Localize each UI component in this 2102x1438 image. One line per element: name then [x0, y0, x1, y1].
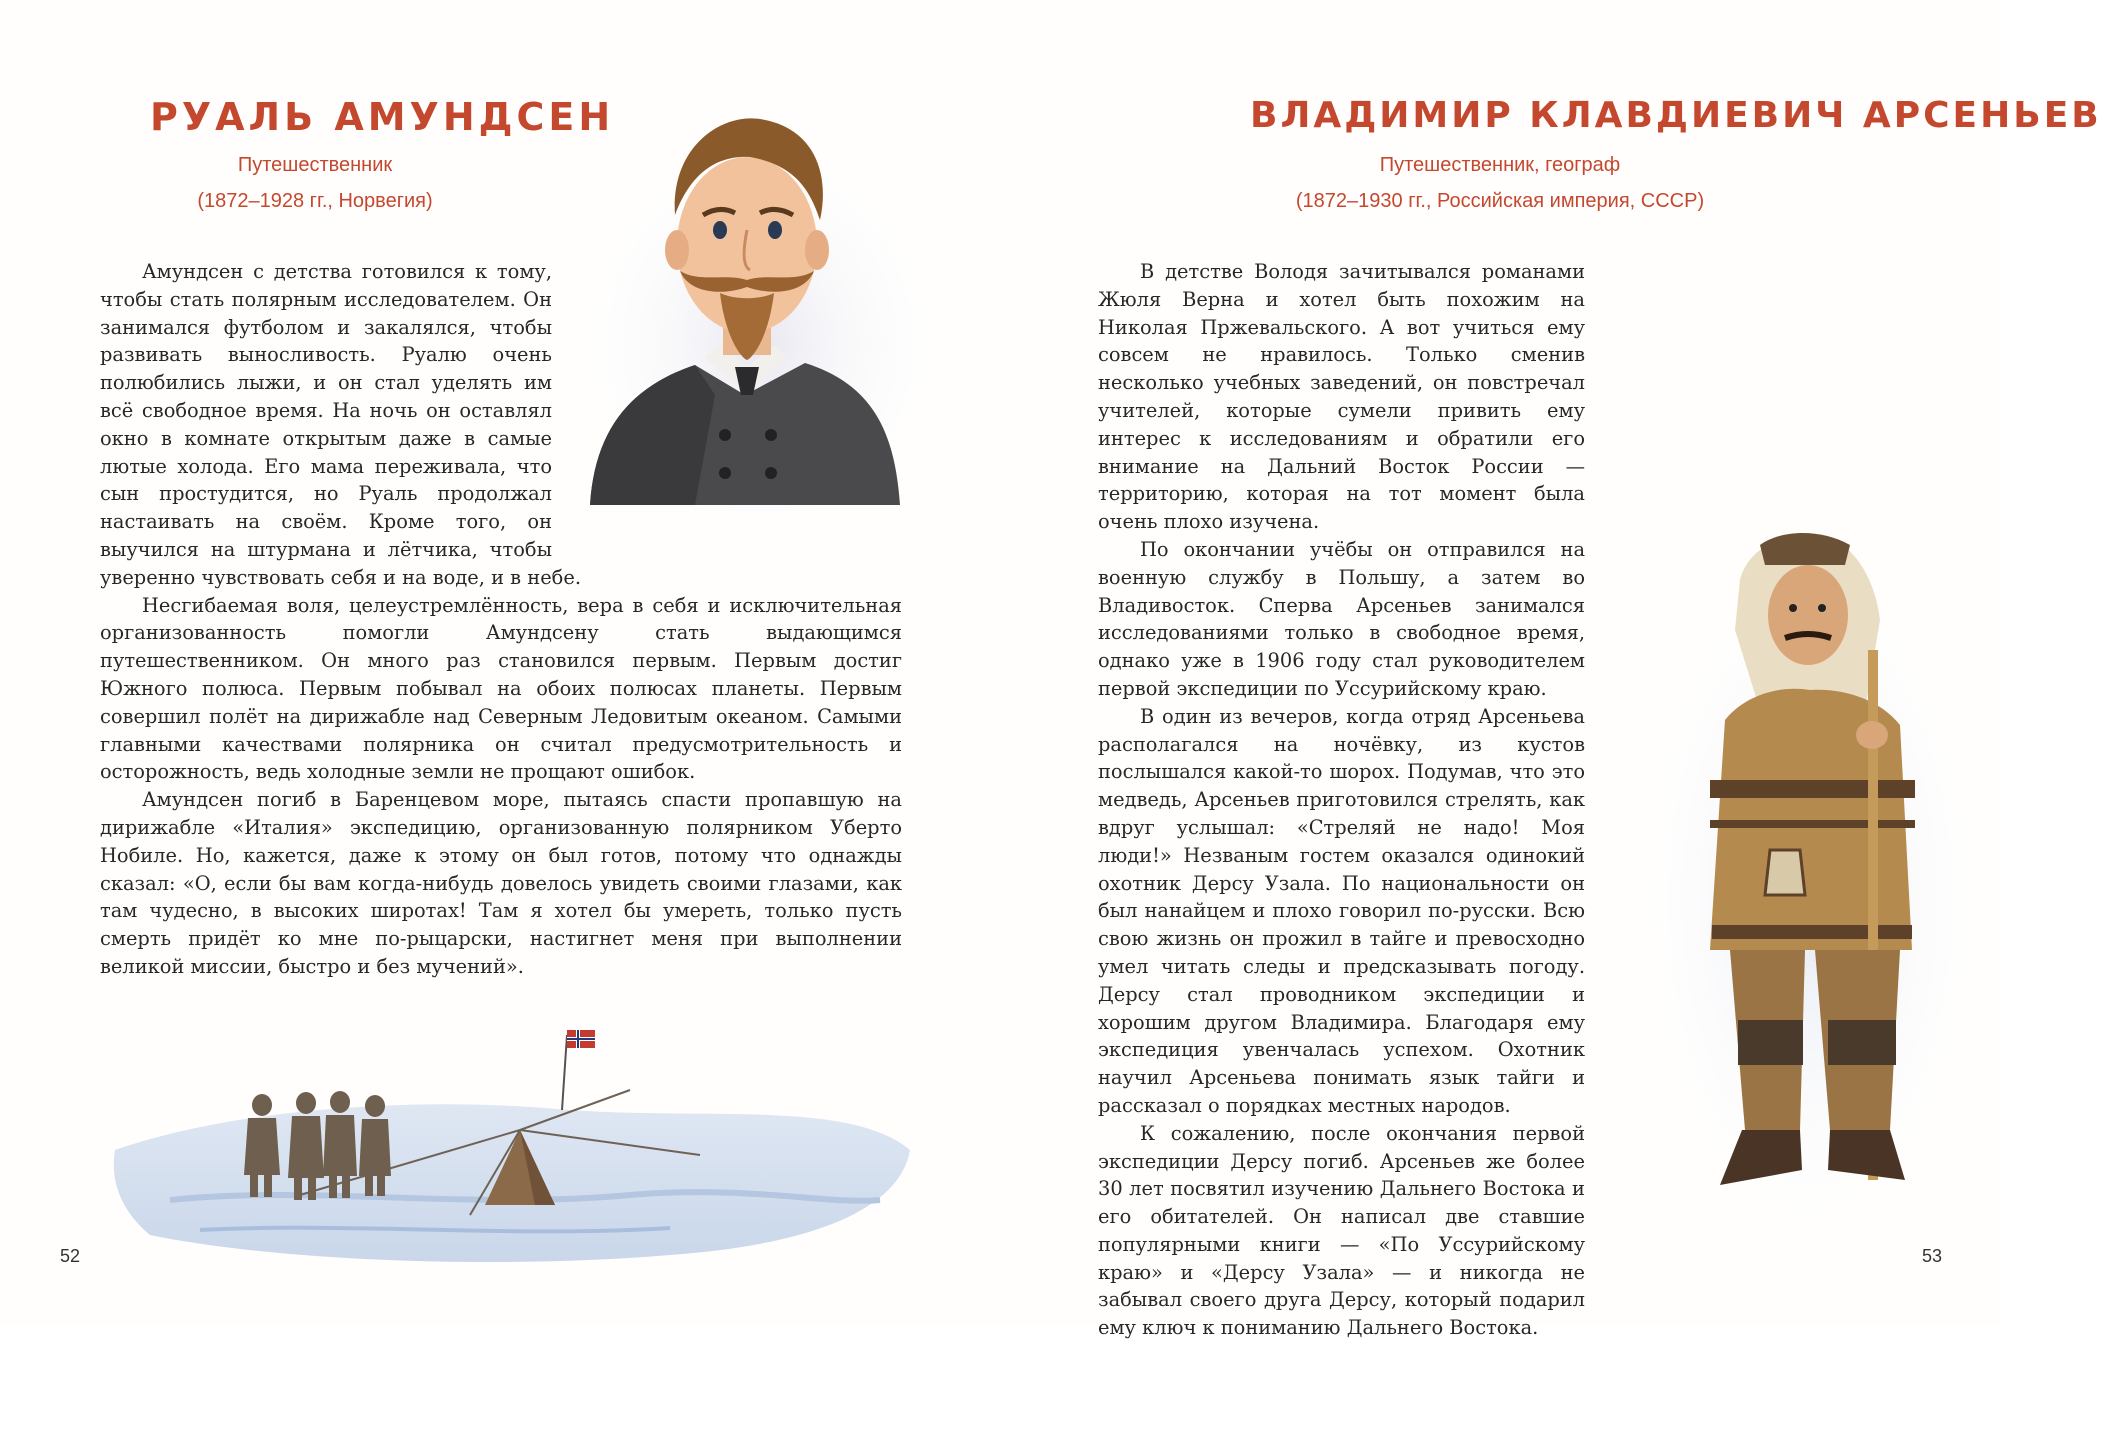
page-number-right: 53 [1922, 1246, 1943, 1266]
illustration-spacer [1585, 498, 1905, 1438]
page-number-left: 52 [60, 1246, 81, 1266]
amundsen-title: РУАЛЬ АМУНДСЕН [150, 95, 615, 139]
amundsen-paragraph: Амундсен с детства готовился к тому, чтобы стать полярным исследователем. Он занимался футболом и закалялся, чтобы развивать выносливость. Руалю очень полюбились лыжи, и он стал уделять им всё свободное время. На ночь он оставлял окно в комнате открытым даже в самые лютые холода. Его мама переживала, что сын простудится, но Руаль продолжал настаивать на своём. Кроме того, он выучился на штурмана и лётчика, чтобы уверенно чувствовать себя и на воде, и в небе. [100, 260, 581, 589]
arsenyev-text [1098, 258, 1905, 1438]
arsenyev-paragraph: По окончании учёбы он отправился на военную службу в Польшу, а затем во Владивосток. Сперва Арсеньев занимался исследованиями только в свободное время, однако уже в 1906 году стал руководителем первой экспедиции по Уссурийскому краю. [1098, 537, 1585, 700]
amundsen-years: (1872–1928 гг., Норвегия) [197, 190, 433, 212]
amundsen-text [100, 258, 902, 981]
polar-scene [110, 1000, 920, 1270]
right-page [1000, 0, 2102, 1340]
left-page [0, 0, 1000, 1325]
arsenyev-years: (1872–1930 гг., Российская империя, СССР) [1295, 190, 1705, 212]
portrait-spacer [552, 258, 902, 543]
amundsen-paragraph: Несгибаемая воля, целеустремлённость, вера в себя и исключительная организованность помогли Амундсену стать выдающимся путешественником. Он много раз становился первым. Первым достиг Южного полюса. Первым побывал на обоих полюсах планеты. Первым совершил полёт на дирижабле над Северным Ледовитым океаном. Самыми главными качествами полярника он считал предусмотрительность и осторожность, ведь холодные земли не прощают ошибок. [100, 593, 902, 784]
arsenyev-role: Путешественник, географ [1379, 154, 1621, 176]
arsenyev-paragraph: К сожалению, после окончания первой экспедиции Дерсу погиб. Арсеньев же более 30 лет посвятил изучению Дальнего Востока и его обитателей. Он написал две ставшие популярными книги — «По Уссурийскому краю» и «Дерсу Узала» — и никогда не забывал своего друга Дерсу, который подарил ему ключ к пониманию Дальнего Востока. [1098, 1121, 1585, 1340]
amundsen-role: Путешественник [237, 154, 393, 176]
arsenyev-title: ВЛАДИМИР КЛАВДИЕВИЧ АРСЕНЬЕВ [1250, 95, 2102, 136]
arsenyev-paragraph: В детстве Володя зачитывался романами Жюля Верна и хотел быть похожим на Николая Пржевальского. А вот учиться ему совсем не нравилось. Только сменив несколько учебных заведений, он повстречал учителей, которые сумели привить ему интерес к исследованиям и обратили его внимание на Дальний Восток России — территорию, которая на тот момент была очень плохо изучена. [1098, 260, 1585, 534]
amundsen-paragraph: Амундсен погиб в Баренцевом море, пытаясь спасти пропавшую на дирижабле «Италия» экспедицию, организованную полярником Уберто Нобиле. Но, кажется, даже к этому он был готов, потому что однажды сказал: «О, если бы вам когда-нибудь довелось увидеть своими глазами, как там чудесно, в высоких широтах! Там я хотел бы умереть, только пусть смерть придёт ко мне по-рыцарски, настигнет меня при выполнении великой миссии, быстро и без мучений». [100, 788, 902, 978]
arsenyev-paragraph: В один из вечеров, когда отряд Арсеньева располагался на ночёвку, из кустов послышался какой-то шорох. Подумав, что это медведь, Арсеньев приготовился стрелять, как вдруг услышал: «Стреляй не надо! Моя люди!» Незваным гостем оказался одинокий охотник Дерсу Узала. По национальности он был нанайцем и плохо говорил по-русски. Всю свою жизнь он прожил в тайге и превосходно умел читать следы и предсказывать погоду. Дерсу стал проводником экспедиции и хорошим другом Владимира. Благодаря ему экспедиция увенчалась успехом. Охотник научил Арсеньева понимать язык тайги и рассказал о порядках местных народов. [1098, 704, 1585, 1117]
